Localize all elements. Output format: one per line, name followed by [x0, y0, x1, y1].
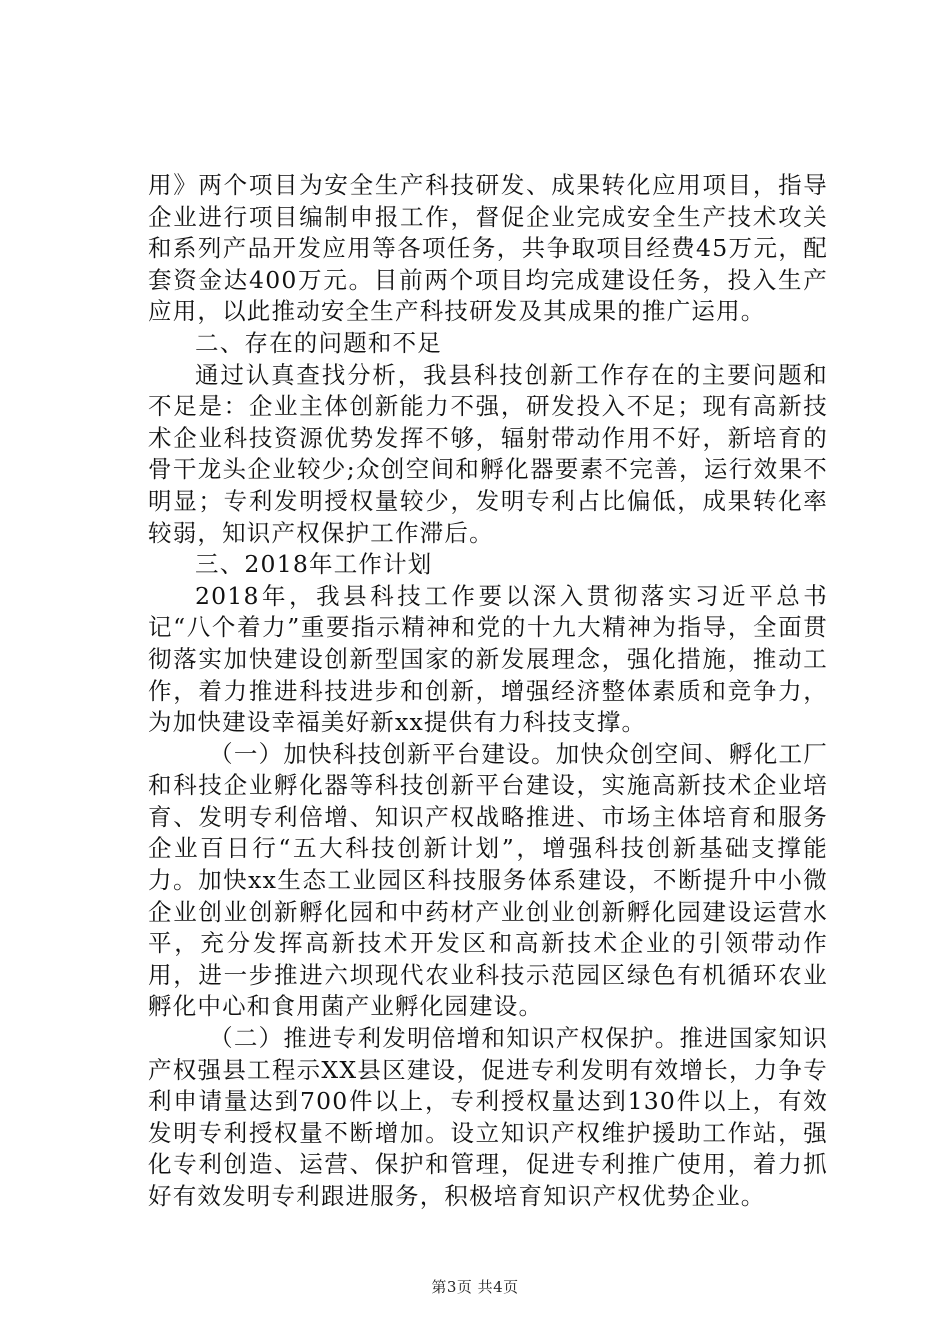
- document-body: [148, 170, 828, 1213]
- paragraph-problems: 通过认真查找分析，我县科技创新工作存在的主要问题和不足是：企业主体创新能力不强，研发投入不足；现有高新技术企业科技资源优势发挥不够，辐射带动作用不好，新培育的骨干龙头企业较少;众创空间和孵化器要素不完善，运行效果不明显；专利发明授权量较少，发明专利占比偏低，成果转化率较弱，知识产权保护工作滞后。: [148, 360, 828, 547]
- paragraph-plan-item-2: （二）推进专利发明倍增和知识产权保护。推进国家知识产权强县工程示XX县区建设，促进专利发明有效增长，力争专利申请量达到700件以上，专利授权量达到130件以上，有效发明专利授权量不断增加。设立知识产权维护援助工作站，强化专利创造、运营、保护和管理，促进专利推广使用，着力抓好有效发明专利跟进服务，积极培育知识产权优势企业。: [148, 1024, 828, 1210]
- page-number-footer: 第3页 共4页: [431, 1278, 519, 1296]
- section-heading-plan: 三、2018年工作计划: [195, 550, 433, 579]
- paragraph-plan-item-1: （一）加快科技创新平台建设。加快众创空间、孵化工厂和科技企业孵化器等科技创新平台建设，实施高新技术企业培育、发明专利倍增、知识产权战略推进、市场主体培育和服务企业百日行“五大科技创新计划”，增强科技创新基础支撑能力。加快xx生态工业园区科技服务体系建设，不断提升中小微企业创业创新孵化园和中药材产业创业创新孵化园建设运营水平，充分发挥高新技术开发区和高新技术企业的引领带动作用，进一步推进六坝现代农业科技示范园区绿色有机循环农业孵化中心和食用菌产业孵化园建设。: [148, 739, 828, 1021]
- paragraph-plan-intro: 2018年，我县科技工作要以深入贯彻落实习近平总书记“八个着力”重要指示精神和党的十九大精神为指导，全面贯彻落实加快建设创新型国家的新发展理念，强化措施，推动工作，着力推进科技进步和创新，增强经济整体素质和竞争力，为加快建设幸福美好新xx提供有力科技支撑。: [148, 581, 828, 737]
- paragraph-continuation: 用》两个项目为安全生产科技研发、成果转化应用项目，指导企业进行项目编制申报工作，督促企业完成安全生产技术攻关和系列产品开发应用等各项任务，共争取项目经费45万元，配套资金达400万元。目前两个项目均完成建设任务，投入生产应用，以此推动安全生产科技研发及其成果的推广运用。: [148, 171, 828, 326]
- section-heading-problems: 二、存在的问题和不足: [195, 328, 442, 357]
